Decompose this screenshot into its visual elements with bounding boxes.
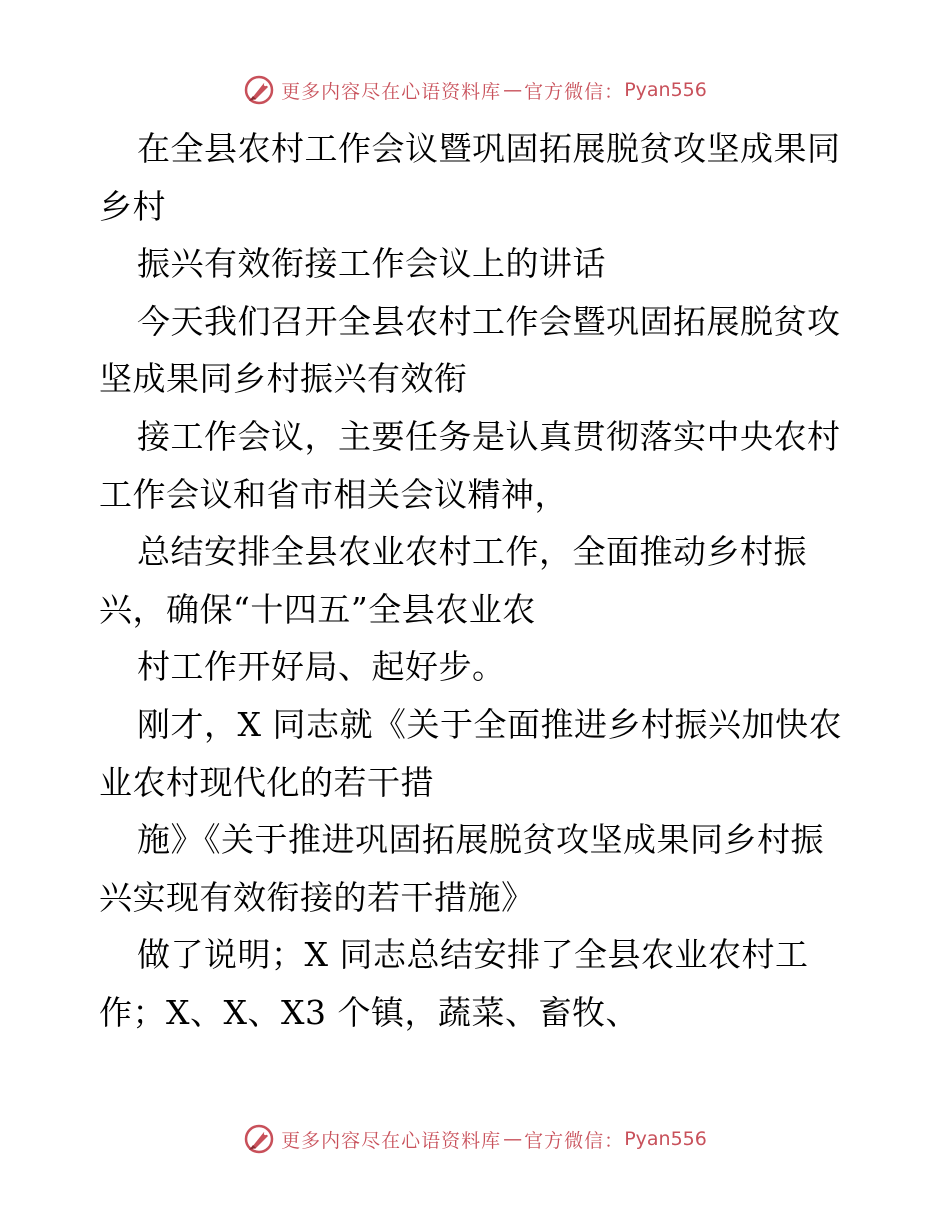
watermark-brand-text: 更多内容尽在心语资料库: [281, 1129, 502, 1152]
text-line: 兴实现有效衔接的若干措施》: [99, 877, 535, 917]
text-line: 工作会议和省市相关会议精神，: [99, 474, 568, 514]
text-line: 兴，确保“十四五”全县农业农: [99, 589, 536, 629]
text-line: 乡村: [99, 186, 166, 226]
pen-nib-logo-icon: [243, 74, 275, 106]
text-line: 作；X、X、X3 个镇，蔬菜、畜牧、: [99, 992, 639, 1032]
text-line: 村工作开好局、起好步。: [137, 647, 506, 687]
watermark-wechat-id: Pyan556: [624, 79, 707, 101]
text-line: 接工作会议，主要任务是认真贯彻落实中央农村: [137, 416, 841, 456]
watermark-wechat-id: Pyan556: [624, 1128, 707, 1150]
text-line: 施》《关于推进巩固拓展脱贫攻坚成果同乡村振: [137, 820, 824, 860]
watermark-brand-text: 更多内容尽在心语资料库: [281, 80, 502, 103]
watermark-separator: —: [503, 79, 523, 101]
text-line: 今天我们召开全县农村工作会暨巩固拓展脱贫攻: [137, 301, 841, 341]
watermark-wechat-label: 官方微信：: [524, 1129, 625, 1152]
text-line: 总结安排全县农业农村工作，全面推动乡村振: [137, 532, 807, 572]
header-watermark: [0, 70, 950, 110]
document-body: [99, 120, 859, 1042]
text-line: 做了说明；X 同志总结安排了全县农业农村工: [137, 935, 809, 975]
text-line: 在全县农村工作会议暨巩固拓展脱贫攻坚成果同: [137, 129, 841, 168]
text-line: 振兴有效衔接工作会议上的讲话: [137, 244, 606, 284]
text-line: 刚才，X 同志就《关于全面推进乡村振兴加快农: [137, 704, 842, 744]
pen-nib-logo-icon: [243, 1123, 275, 1155]
watermark-wechat-label: 官方微信：: [524, 80, 625, 103]
text-line: 业农村现代化的若干措: [99, 762, 434, 802]
watermark-separator: —: [503, 1128, 523, 1150]
text-line: 坚成果同乡村振兴有效衔: [99, 359, 468, 399]
footer-watermark: [0, 1119, 950, 1159]
